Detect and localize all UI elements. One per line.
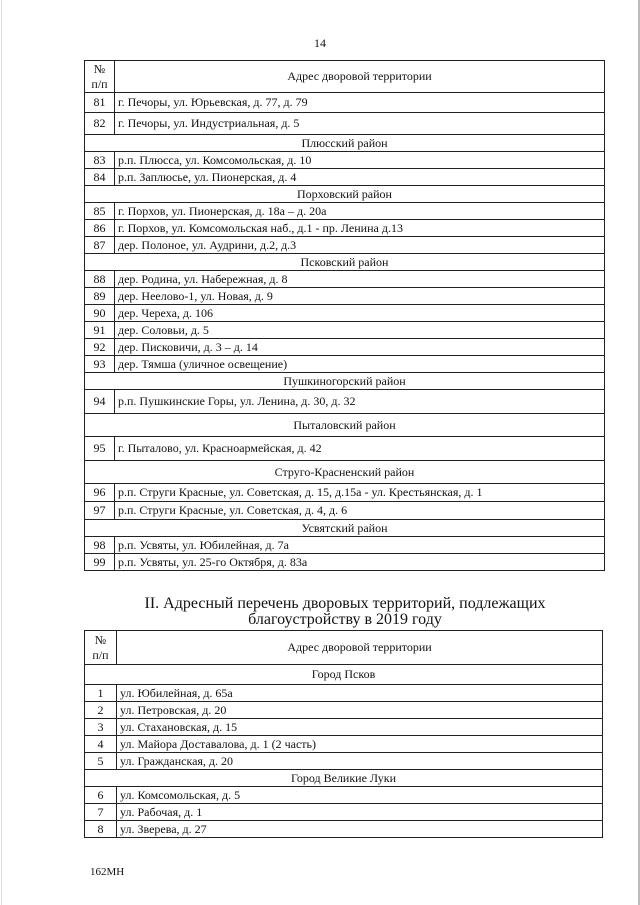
footer-code: 162МН [90, 866, 125, 878]
row-number: 90 [85, 305, 115, 322]
table-row [85, 237, 605, 254]
row-address: ул. Комсомольская, д. 5 [117, 787, 603, 804]
table-row [85, 685, 603, 702]
table-row [85, 288, 605, 305]
row-number: 5 [85, 753, 117, 770]
row-number: 94 [85, 390, 115, 414]
row-address: р.п. Усвяты, ул. Юбилейная, д. 7а [115, 537, 605, 554]
row-number: 2 [85, 702, 117, 719]
section-title: II. Адресный перечень дворовых территорий, подлежащих благоустройству в 2019 году [144, 595, 546, 628]
table-row [85, 356, 605, 373]
row-address: дер. Соловьи, д. 5 [115, 322, 605, 339]
column-header-num: № п/п [85, 61, 115, 93]
district-name: Пыталовский район [85, 414, 605, 437]
row-number: 83 [85, 152, 115, 169]
row-address: ул. Стахановская, д. 15 [117, 719, 603, 736]
table-row [85, 305, 605, 322]
table-row [85, 339, 605, 356]
row-address: дер. Писковичи, д. 3 – д. 14 [115, 339, 605, 356]
district-row [85, 665, 603, 685]
district-row [85, 186, 605, 203]
row-address: дер. Полоное, ул. Аудрини, д.2, д.3 [115, 237, 605, 254]
district-name: Плюсский район [85, 135, 605, 152]
district-name: Город Великие Луки [85, 770, 603, 787]
row-address: ул. Юбилейная, д. 65а [117, 685, 603, 702]
row-number: 93 [85, 356, 115, 373]
row-address: р.п. Струги Красные, ул. Советская, д. 4, д. 6 [115, 502, 605, 520]
row-address: ул. Рабочая, д. 1 [117, 804, 603, 821]
table-row [85, 437, 605, 461]
table-row [85, 484, 605, 502]
row-number: 3 [85, 719, 117, 736]
row-number: 87 [85, 237, 115, 254]
district-row [85, 770, 603, 787]
row-number: 82 [85, 113, 115, 135]
row-address: г. Пыталово, ул. Красноармейская, д. 42 [115, 437, 605, 461]
row-address: дер. Родина, ул. Набережная, д. 8 [115, 271, 605, 288]
row-address: р.п. Усвяты, ул. 25-го Октября, д. 83а [115, 554, 605, 571]
row-address: р.п. Струги Красные, ул. Советская, д. 15, д.15а - ул. Крестьянская, д. 1 [115, 484, 605, 502]
row-address: р.п. Заплюсье, ул. Пионерская, д. 4 [115, 169, 605, 186]
table-row [85, 113, 605, 135]
row-address: ул. Майора Доставалова, д. 1 (2 часть) [117, 736, 603, 753]
column-header-address: Адрес дворовой территории [117, 631, 603, 665]
address-table-1-body [85, 61, 605, 571]
row-address: ул. Зверева, д. 27 [117, 821, 603, 838]
row-number: 7 [85, 804, 117, 821]
district-name: Усвятский район [85, 520, 605, 537]
scan-edge-left [1, 0, 2, 905]
address-table-2-body [85, 631, 603, 838]
district-name: Псковский район [85, 254, 605, 271]
table-row [85, 271, 605, 288]
district-row [85, 414, 605, 437]
table-row [85, 203, 605, 220]
row-address: г. Печоры, ул. Индустриальная, д. 5 [115, 113, 605, 135]
district-name: Пушкиногорский район [85, 373, 605, 390]
district-name: Порховский район [85, 186, 605, 203]
row-address: ул. Петровская, д. 20 [117, 702, 603, 719]
row-number: 96 [85, 484, 115, 502]
row-address: р.п. Плюсса, ул. Комсомольская, д. 10 [115, 152, 605, 169]
address-table-2 [84, 630, 603, 838]
row-number: 84 [85, 169, 115, 186]
row-number: 81 [85, 93, 115, 113]
table-row [85, 736, 603, 753]
row-number: 92 [85, 339, 115, 356]
table-row [85, 93, 605, 113]
district-name: Город Псков [85, 665, 603, 685]
row-address: р.п. Пушкинские Горы, ул. Ленина, д. 30, д. 32 [115, 390, 605, 414]
row-number: 85 [85, 203, 115, 220]
district-row [85, 520, 605, 537]
column-header-address: Адрес дворовой территории [115, 61, 605, 93]
table-row [85, 322, 605, 339]
table-row [85, 787, 603, 804]
table-header-row [85, 61, 605, 93]
table-row [85, 753, 603, 770]
table-row [85, 554, 605, 571]
table-row [85, 390, 605, 414]
row-number: 91 [85, 322, 115, 339]
table-row [85, 702, 603, 719]
row-number: 8 [85, 821, 117, 838]
column-header-num: № п/п [85, 631, 117, 665]
row-number: 99 [85, 554, 115, 571]
page-number: 14 [314, 36, 326, 50]
table-row [85, 537, 605, 554]
row-number: 89 [85, 288, 115, 305]
row-number: 88 [85, 271, 115, 288]
district-row [85, 254, 605, 271]
table-row [85, 821, 603, 838]
address-table-1 [84, 60, 605, 571]
row-number: 4 [85, 736, 117, 753]
table-header-row [85, 631, 603, 665]
row-number: 98 [85, 537, 115, 554]
row-address: ул. Гражданская, д. 20 [117, 753, 603, 770]
row-address: дер. Череха, д. 106 [115, 305, 605, 322]
row-address: г. Печоры, ул. Юрьевская, д. 77, д. 79 [115, 93, 605, 113]
row-address: дер. Неелово-1, ул. Новая, д. 9 [115, 288, 605, 305]
district-name: Струго-Красненский район [85, 461, 605, 484]
district-row [85, 373, 605, 390]
row-address: г. Порхов, ул. Комсомольская наб., д.1 - пр. Ленина д.13 [115, 220, 605, 237]
row-number: 97 [85, 502, 115, 520]
row-address: дер. Тямша (уличное освещение) [115, 356, 605, 373]
row-address: г. Порхов, ул. Пионерская, д. 18а – д. 20а [115, 203, 605, 220]
table-row [85, 719, 603, 736]
row-number: 95 [85, 437, 115, 461]
district-row [85, 461, 605, 484]
table-row [85, 220, 605, 237]
row-number: 1 [85, 685, 117, 702]
district-row [85, 135, 605, 152]
table-row [85, 152, 605, 169]
row-number: 86 [85, 220, 115, 237]
row-number: 6 [85, 787, 117, 804]
table-row [85, 804, 603, 821]
table-row [85, 169, 605, 186]
table-row [85, 502, 605, 520]
